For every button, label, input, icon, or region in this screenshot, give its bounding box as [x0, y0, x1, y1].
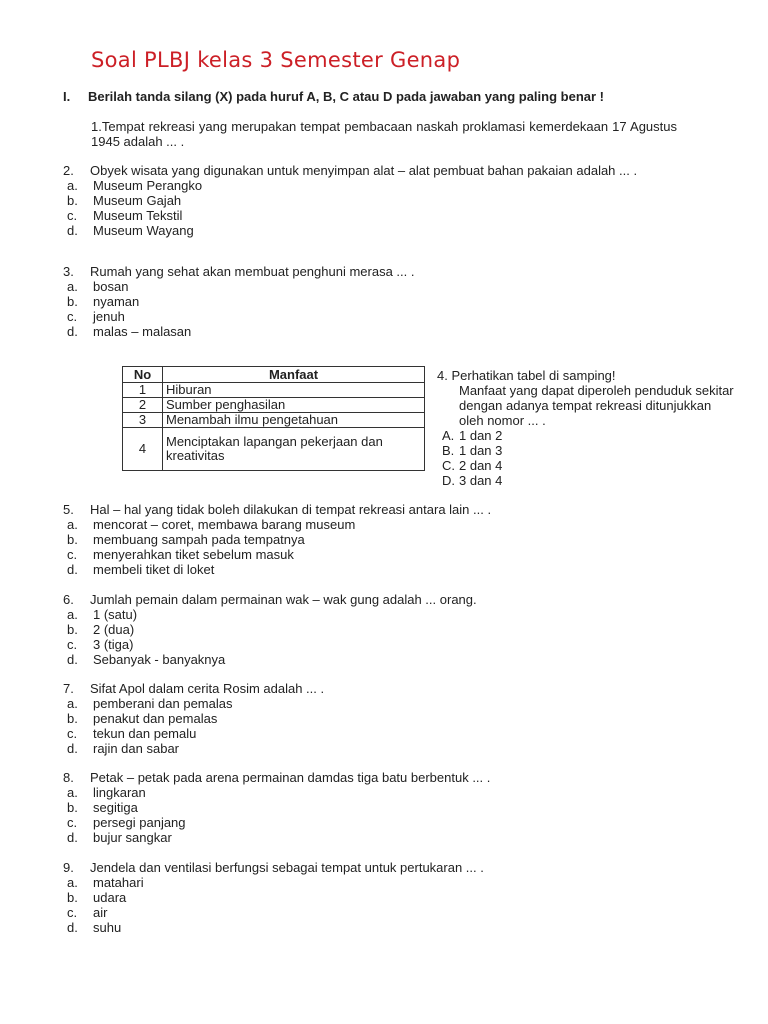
page-title: Soal PLBJ kelas 3 Semester Genap: [91, 48, 461, 72]
option-text: Museum Perangko: [93, 178, 203, 193]
option-letter: B.: [442, 443, 455, 458]
option-text: matahari: [93, 875, 144, 890]
option-letter: a.: [67, 178, 78, 193]
option-d[interactable]: [63, 830, 683, 845]
option-b[interactable]: [63, 711, 683, 726]
table-cell-text: Menciptakan lapangan pekerjaan dan kreativitas: [163, 428, 425, 471]
option-c[interactable]: [63, 905, 683, 920]
question-stem: Petak – petak pada arena permainan damdas tiga batu berbentuk ... .: [90, 770, 491, 785]
option-a[interactable]: [63, 178, 683, 193]
table-row: [123, 383, 425, 398]
option-text: malas – malasan: [93, 324, 192, 339]
benefit-table: [122, 366, 425, 471]
option-letter: c.: [67, 905, 78, 920]
option-text: udara: [93, 890, 127, 905]
question-stem: Sifat Apol dalam cerita Rosim adalah ... .: [90, 681, 325, 696]
option-text: penakut dan pemalas: [93, 711, 218, 726]
option-letter: d.: [67, 741, 78, 756]
option-c[interactable]: [63, 208, 683, 223]
option-letter: c.: [67, 637, 78, 652]
option-list: [63, 517, 683, 577]
option-text: Museum Gajah: [93, 193, 182, 208]
question-7: [63, 681, 683, 756]
question-number: 6.: [63, 592, 74, 607]
option-b[interactable]: [63, 532, 683, 547]
table-cell-text: Sumber penghasilan: [163, 398, 425, 413]
option-a[interactable]: [63, 785, 683, 800]
option-c[interactable]: [63, 815, 683, 830]
option-d[interactable]: [63, 562, 683, 577]
option-letter: A.: [442, 428, 455, 443]
table-header-row: [123, 367, 425, 383]
option-text: 2 (dua): [93, 622, 135, 637]
question-6: [63, 592, 683, 667]
option-a[interactable]: [63, 875, 683, 890]
option-list: [63, 607, 683, 667]
option-c[interactable]: [63, 726, 683, 741]
question-number: 2.: [63, 163, 74, 178]
option-letter: D.: [442, 473, 455, 488]
option-text: bujur sangkar: [93, 830, 172, 845]
option-d[interactable]: [63, 324, 683, 339]
table-row: [123, 413, 425, 428]
option-d[interactable]: [63, 223, 683, 238]
option-text: menyerahkan tiket sebelum masuk: [93, 547, 294, 562]
question-stem: Jendela dan ventilasi berfungsi sebagai tempat untuk pertukaran ... .: [90, 860, 484, 875]
option-letter: d.: [67, 830, 78, 845]
option-a[interactable]: [63, 696, 683, 711]
question-stem: Manfaat yang dapat diperoleh penduduk sekitar dengan adanya tempat rekreasi ditunjukkan oleh nomor ... .: [459, 383, 734, 428]
option-c[interactable]: [63, 309, 683, 324]
option-letter: d.: [67, 223, 78, 238]
option-letter: b.: [67, 890, 78, 905]
option-text: 1 dan 2: [459, 428, 503, 443]
option-b[interactable]: [63, 294, 683, 309]
option-text: Museum Tekstil: [93, 208, 183, 223]
option-text: rajin dan sabar: [93, 741, 179, 756]
option-b[interactable]: [63, 622, 683, 637]
question-3: [63, 264, 683, 339]
option-d[interactable]: [442, 473, 737, 488]
option-text: air: [93, 905, 108, 920]
option-text: Sebanyak - banyaknya: [93, 652, 226, 667]
table-cell-text: Menambah ilmu pengetahuan: [163, 413, 425, 428]
option-text: membuang sampah pada tempatnya: [93, 532, 305, 547]
section-number: I.: [63, 89, 71, 104]
option-c[interactable]: [442, 458, 737, 473]
question-1: [91, 119, 677, 149]
table-cell-no: 4: [123, 428, 163, 471]
option-letter: c.: [67, 547, 78, 562]
option-letter: C.: [442, 458, 455, 473]
option-text: 1 (satu): [93, 607, 138, 622]
option-letter: b.: [67, 800, 78, 815]
option-letter: b.: [67, 622, 78, 637]
option-letter: c.: [67, 208, 78, 223]
option-text: persegi panjang: [93, 815, 186, 830]
question-4-prompt: Perhatikan tabel di samping!: [451, 368, 616, 383]
option-text: membeli tiket di loket: [93, 562, 215, 577]
question-number: 9.: [63, 860, 74, 875]
question-stem: Rumah yang sehat akan membuat penghuni merasa ... .: [90, 264, 415, 279]
option-text: segitiga: [93, 800, 138, 815]
option-text: pemberani dan pemalas: [93, 696, 233, 711]
option-d[interactable]: [63, 652, 683, 667]
option-letter: d.: [67, 324, 78, 339]
option-text: 3 (tiga): [93, 637, 134, 652]
option-letter: b.: [67, 532, 78, 547]
option-list: [63, 279, 683, 339]
option-text: suhu: [93, 920, 122, 935]
question-number: 7.: [63, 681, 74, 696]
question-number: 5.: [63, 502, 74, 517]
option-letter: b.: [67, 711, 78, 726]
option-d[interactable]: [63, 920, 683, 935]
option-b[interactable]: [442, 443, 737, 458]
question-2: [63, 163, 683, 238]
option-text: 2 dan 4: [459, 458, 503, 473]
option-text: bosan: [93, 279, 129, 294]
option-c[interactable]: [63, 547, 683, 562]
option-d[interactable]: [63, 741, 683, 756]
question-9: [63, 860, 683, 935]
option-letter: a.: [67, 607, 78, 622]
option-text: 3 dan 4: [459, 473, 503, 488]
option-text: lingkaran: [93, 785, 146, 800]
question-number: 4.: [437, 368, 448, 383]
instruction-text: Berilah tanda silang (X) pada huruf A, B, C atau D pada jawaban yang paling benar !: [88, 89, 604, 104]
table-cell-no: 2: [123, 398, 163, 413]
option-a[interactable]: [442, 428, 737, 443]
option-a[interactable]: [63, 607, 683, 622]
table-row: [123, 428, 425, 471]
question-stem: Jumlah pemain dalam permainan wak – wak gung adalah ... orang.: [90, 592, 477, 607]
question-8: [63, 770, 683, 845]
option-text: jenuh: [93, 309, 125, 324]
option-a[interactable]: [63, 517, 683, 532]
table-cell-no: 3: [123, 413, 163, 428]
option-letter: d.: [67, 562, 78, 577]
option-letter: d.: [67, 920, 78, 935]
option-list: [63, 178, 683, 238]
option-text: Museum Wayang: [93, 223, 194, 238]
option-letter: c.: [67, 815, 78, 830]
option-b[interactable]: [63, 800, 683, 815]
question-1-stem: 1.Tempat rekreasi yang merupakan tempat pembacaan naskah proklamasi kemerdekaan 17 Agustus 1945 adalah ... .: [91, 119, 677, 149]
option-list: [63, 785, 683, 845]
option-letter: a.: [67, 517, 78, 532]
option-letter: c.: [67, 726, 78, 741]
option-letter: c.: [67, 309, 78, 324]
question-stem: Hal – hal yang tidak boleh dilakukan di tempat rekreasi antara lain ... .: [90, 502, 492, 517]
option-c[interactable]: [63, 637, 683, 652]
option-letter: b.: [67, 294, 78, 309]
question-number: 3.: [63, 264, 74, 279]
table-cell-no: 1: [123, 383, 163, 398]
question-stem: Obyek wisata yang digunakan untuk menyimpan alat – alat pembuat bahan pakaian adalah ... .: [90, 163, 638, 178]
option-list: [63, 696, 683, 756]
table-row: [123, 398, 425, 413]
table-header-no: No: [123, 367, 163, 383]
option-letter: a.: [67, 785, 78, 800]
option-letter: b.: [67, 193, 78, 208]
option-letter: a.: [67, 696, 78, 711]
option-text: mencorat – coret, membawa barang museum: [93, 517, 356, 532]
option-b[interactable]: [63, 193, 683, 208]
option-a[interactable]: [63, 279, 683, 294]
table-cell-text: Hiburan: [163, 383, 425, 398]
option-text: 1 dan 3: [459, 443, 503, 458]
option-letter: a.: [67, 279, 78, 294]
option-letter: d.: [67, 652, 78, 667]
option-b[interactable]: [63, 890, 683, 905]
table-header-manfaat: Manfaat: [163, 367, 425, 383]
option-list: [63, 875, 683, 935]
option-letter: a.: [67, 875, 78, 890]
option-text: tekun dan pemalu: [93, 726, 197, 741]
question-number: 8.: [63, 770, 74, 785]
option-text: nyaman: [93, 294, 140, 309]
question-4: [437, 368, 737, 488]
question-5: [63, 502, 683, 577]
question-4-head: [437, 368, 737, 383]
